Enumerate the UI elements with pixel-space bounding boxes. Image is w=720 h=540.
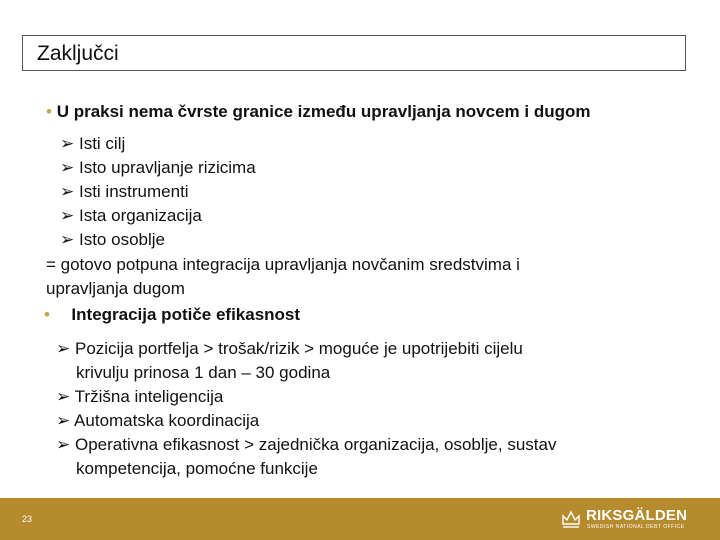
bullet-dot-icon: • (44, 305, 50, 324)
subitem (60, 230, 165, 250)
arrow-icon: ➢ (56, 387, 71, 406)
arrow-icon: ➢ (56, 339, 71, 358)
subitem-text: Isti instrumenti (78, 182, 189, 201)
subitem (56, 411, 259, 431)
subitem (60, 206, 202, 226)
subitem-text: Ista organizacija (78, 206, 202, 225)
subitem (60, 134, 125, 154)
bullet-1-text: U praksi nema čvrste granice između upravljanja novcem i dugom (56, 102, 591, 121)
arrow-icon: ➢ (56, 435, 71, 454)
bullet-1 (46, 102, 590, 122)
arrow-icon: ➢ (60, 158, 75, 177)
logo-subtitle: SWEDISH NATIONAL DEBT OFFICE (587, 524, 685, 530)
subitem-continuation: krivulju prinosa 1 dan – 30 godina (76, 363, 331, 382)
crown-icon (560, 508, 582, 530)
subitem-text: Isti cilj (78, 134, 126, 153)
subitem-text: Operativna efikasnost > zajednička organizacija, osoblje, sustav (74, 435, 557, 454)
conclusion-line-1: = gotovo potpuna integracija upravljanja novčanim sredstvima i (46, 255, 520, 274)
slide-title: Zaključci (37, 42, 119, 65)
page-number: 23 (22, 514, 33, 524)
subitem (56, 339, 523, 359)
arrow-icon: ➢ (60, 230, 75, 249)
subitem (56, 435, 556, 455)
subitem-text: Tržišna inteligencija (74, 387, 224, 406)
subitem (60, 158, 256, 178)
arrow-icon: ➢ (56, 411, 71, 430)
subitem-text: Pozicija portfelja > trošak/rizik > moguće je upotrijebiti cijelu (74, 339, 523, 358)
bullet-2-text: Integracija potiče efikasnost (71, 305, 301, 324)
arrow-icon: ➢ (60, 206, 75, 225)
subitem-text: Isto upravljanje rizicima (78, 158, 256, 177)
subitem (60, 182, 189, 202)
arrow-icon: ➢ (60, 182, 75, 201)
footer-bar (0, 498, 720, 540)
subitem-continuation: kompetencija, pomoćne funkcije (76, 459, 318, 478)
conclusion-line-2: upravljanja dugom (46, 279, 185, 298)
subitem (56, 387, 223, 407)
arrow-icon: ➢ (60, 134, 75, 153)
riksgalden-logo (560, 506, 700, 534)
bullet-2 (44, 305, 300, 325)
subitem-text: Isto osoblje (78, 230, 165, 249)
logo-name: RIKSGÄLDEN (586, 507, 688, 524)
bullet-dot-icon: • (46, 102, 52, 121)
subitem-text: Automatska koordinacija (74, 411, 260, 430)
